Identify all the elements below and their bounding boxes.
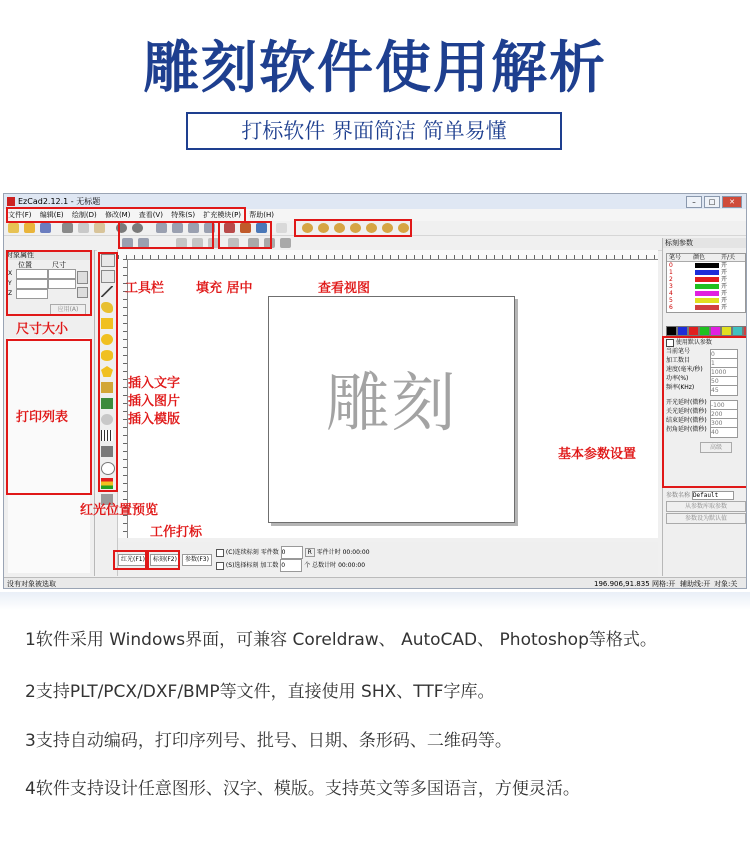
- pen-number: 3: [669, 283, 673, 290]
- param-name-field[interactable]: Default: [692, 491, 734, 500]
- params-label: 频率(KHz): [666, 384, 695, 391]
- pen-row[interactable]: [667, 290, 745, 297]
- selected-mark-checkbox[interactable]: [216, 562, 224, 570]
- annotation-red-preview: 红光位置预览: [80, 503, 159, 518]
- paste-icon[interactable]: [94, 223, 105, 233]
- save-icon[interactable]: [40, 223, 51, 233]
- color-swatch[interactable]: [677, 326, 688, 336]
- work-page[interactable]: [268, 296, 515, 523]
- pen-state: 开: [721, 262, 728, 269]
- menu-draw[interactable]: 绘制(D): [71, 211, 97, 219]
- pen-state: 开: [721, 269, 728, 276]
- annotation-toolbar: 工具栏: [125, 281, 165, 296]
- delays-value[interactable]: 200: [710, 409, 738, 420]
- position-label: 位置: [18, 261, 32, 269]
- page-subtitle: 打标软件 界面简洁 简单易懂: [186, 112, 562, 150]
- size-label: 尺寸: [52, 261, 66, 269]
- delays-label: 关光延时(微秒): [666, 408, 707, 415]
- menu-view[interactable]: 查看(V): [138, 211, 163, 219]
- menu-special[interactable]: 特殊(S): [171, 211, 196, 219]
- menu-help[interactable]: 帮助(H): [249, 211, 274, 219]
- params-button[interactable]: 参数(F3): [182, 554, 212, 566]
- advanced-button[interactable]: 高级: [700, 442, 732, 453]
- delays-label: 结束延时(微秒): [666, 417, 707, 424]
- app-icon: [7, 197, 15, 206]
- pen-no-header: 笔号: [669, 254, 682, 261]
- pen-state: 开: [721, 304, 728, 311]
- selected-mark-label: (S)选择标刻: [225, 562, 259, 569]
- color-swatch[interactable]: [721, 326, 732, 336]
- params-value[interactable]: 0: [710, 349, 738, 360]
- copy-icon[interactable]: [78, 223, 89, 233]
- continuous-mark-label: (C)连续标刻: [225, 549, 259, 556]
- pen-state: 开: [721, 290, 728, 297]
- properties-title: 对象属性: [4, 250, 94, 260]
- delays-label: 拐角延时(微秒): [666, 426, 707, 433]
- mirror-vertical-icon[interactable]: [280, 238, 291, 248]
- window-title: EzCad2.12.1 - 无标题: [18, 197, 101, 206]
- pen-color-swatch: [695, 305, 719, 310]
- save-default-button[interactable]: 参数设为默认值: [666, 513, 746, 524]
- pen-color-swatch: [695, 284, 719, 289]
- color-swatch[interactable]: [699, 326, 710, 336]
- pen-state: 开: [721, 297, 728, 304]
- maximize-button[interactable]: □: [704, 196, 720, 208]
- vertical-ruler: [118, 259, 128, 538]
- canvas-text[interactable]: 雕刻: [325, 367, 458, 441]
- status-bar: [4, 577, 746, 589]
- axis-x-label: X: [8, 270, 13, 277]
- total-time-value: 00:00:00: [338, 562, 366, 569]
- mark-button[interactable]: 标刻(F2): [150, 554, 180, 566]
- load-params-button[interactable]: 从参数库取参数: [666, 501, 746, 512]
- use-default-label: 使用默认参数: [675, 339, 712, 346]
- annotation-print-list: 打印列表: [16, 410, 69, 425]
- params-label: 功率(%): [666, 375, 689, 382]
- part-time-label: 零件计时: [316, 549, 341, 556]
- new-file-icon[interactable]: [8, 223, 19, 233]
- params-value[interactable]: 45: [710, 385, 738, 396]
- color-swatch[interactable]: [666, 326, 677, 336]
- process-count-label: 加工数: [260, 562, 279, 569]
- pen-row[interactable]: [667, 262, 745, 269]
- section-divider: [0, 592, 750, 610]
- annotation-insert-text: 插入文字: [128, 376, 181, 391]
- annotation-view: 查看视图: [318, 281, 371, 296]
- mark-highlight-box: [147, 550, 180, 570]
- secondary-toolbar: [4, 236, 746, 251]
- delays-value[interactable]: 300: [710, 418, 738, 429]
- pen-number: 4: [669, 290, 673, 297]
- feature-item-1: 1软件采用 Windows界面，可兼容 Coreldraw、 AutoCAD、 Photoshop等格式。: [25, 630, 657, 650]
- pen-row[interactable]: [667, 304, 745, 311]
- delays-label: 开光延时(微秒): [666, 399, 707, 406]
- red-light-highlight-box: [113, 550, 147, 570]
- cut-icon[interactable]: [62, 223, 73, 233]
- pen-state: 开: [721, 283, 728, 290]
- status-message: 没有对象被选取: [7, 580, 56, 588]
- annotation-insert-template: 插入模版: [128, 412, 181, 427]
- toolbox-highlight-box: [98, 252, 118, 492]
- pen-number: 5: [669, 297, 673, 304]
- annotation-size: 尺寸大小: [16, 322, 69, 337]
- part-time-value: 00:00:00: [342, 549, 370, 556]
- pen-row[interactable]: [667, 269, 745, 276]
- pen-color-swatch: [695, 270, 719, 275]
- horizontal-ruler: [118, 250, 658, 260]
- part-count-label: 零件数: [260, 549, 279, 556]
- param-name-label: 参数名称: [666, 492, 691, 499]
- pen-number: 0: [669, 262, 673, 269]
- pen-color-header: 颜色: [693, 254, 706, 261]
- pen-state: 开: [721, 276, 728, 283]
- feature-item-3: 3支持自动编码，打印序列号、批号、日期、条形码、二维码等。: [25, 731, 512, 751]
- color-swatches: [666, 326, 747, 336]
- annotation-insert-image: 插入图片: [128, 394, 181, 409]
- fill-center-highlight-box: [218, 221, 272, 249]
- pen-color-swatch: [695, 291, 719, 296]
- params-value[interactable]: 50: [710, 376, 738, 387]
- params-label: 速度(毫米/秒): [666, 366, 703, 373]
- color-swatch[interactable]: [743, 326, 747, 336]
- close-button[interactable]: ✕: [722, 196, 742, 208]
- count-unit: 个: [304, 562, 311, 569]
- view-highlight-box: [294, 219, 412, 237]
- feature-item-4: 4软件支持设计任意图形、汉字、模版。支持英文等多国语言，方便灵活。: [25, 779, 580, 799]
- pen-state-header: 开/关: [721, 254, 736, 261]
- reset-button[interactable]: R: [305, 548, 315, 557]
- params-label: 当前笔号: [666, 348, 691, 355]
- annotation-work-mark: 工作打标: [150, 525, 203, 540]
- menu-plugins[interactable]: 扩充模块(P): [203, 211, 242, 219]
- software-screenshot: [3, 193, 747, 589]
- feature-item-2: 2支持PLT/PCX/DXF/BMP等文件，直接使用 SHX、TTF字库。: [25, 682, 495, 702]
- pen-color-swatch: [695, 298, 719, 303]
- pen-number: 1: [669, 269, 673, 276]
- pen-row[interactable]: [667, 297, 745, 304]
- total-time-label: 总数计时: [312, 562, 337, 569]
- mark-params-title: 标刻参数: [663, 238, 747, 248]
- minimize-button[interactable]: –: [686, 196, 702, 208]
- object-status: 对象:关: [714, 580, 738, 588]
- axis-y-label: Y: [8, 280, 12, 287]
- toolbar-highlight-box: [118, 221, 214, 249]
- pen-color-swatch: [695, 263, 719, 268]
- annotation-basic-params: 基本参数设置: [558, 447, 637, 462]
- apply-button[interactable]: 应用(A): [50, 304, 86, 316]
- color-swatch[interactable]: [732, 326, 743, 336]
- red-light-button[interactable]: 红光(F1): [118, 554, 148, 566]
- menu-edit[interactable]: 编辑(E): [39, 211, 64, 219]
- menu-modify[interactable]: 修改(M): [104, 211, 131, 219]
- params-label: 加工数目: [666, 357, 691, 364]
- params-highlight-box: [662, 336, 747, 488]
- grid-status: 网格:开: [652, 580, 676, 588]
- axis-z-label: Z: [8, 290, 13, 297]
- pen-row[interactable]: [667, 283, 745, 290]
- params-value[interactable]: 1: [710, 358, 738, 369]
- open-folder-icon[interactable]: [24, 223, 35, 233]
- pen-list[interactable]: [666, 253, 746, 313]
- color-swatch[interactable]: [688, 326, 699, 336]
- delays-value[interactable]: 40: [710, 427, 738, 438]
- pen-number: 2: [669, 276, 673, 283]
- pen-color-swatch: [695, 277, 719, 282]
- guide-status: 辅助线:开: [680, 580, 711, 588]
- menu-file[interactable]: 文件(F): [8, 211, 32, 219]
- mark-control-bar: [118, 542, 658, 576]
- size-highlight-box: [6, 250, 92, 316]
- cursor-coordinates: 196.906,91.835: [594, 580, 650, 588]
- pen-number: 6: [669, 304, 673, 311]
- gear-icon[interactable]: [276, 223, 287, 233]
- color-swatch[interactable]: [710, 326, 721, 336]
- process-count-field[interactable]: 0: [280, 559, 302, 572]
- pen-row[interactable]: [667, 276, 745, 283]
- params-value[interactable]: 1000: [710, 367, 738, 378]
- continuous-mark-checkbox[interactable]: [216, 549, 224, 557]
- delays-value[interactable]: -100: [710, 400, 738, 411]
- part-count-field[interactable]: 0: [281, 546, 303, 559]
- annotation-fill-center: 填充 居中: [196, 281, 253, 296]
- page-headline: 雕刻软件使用解析: [143, 36, 607, 101]
